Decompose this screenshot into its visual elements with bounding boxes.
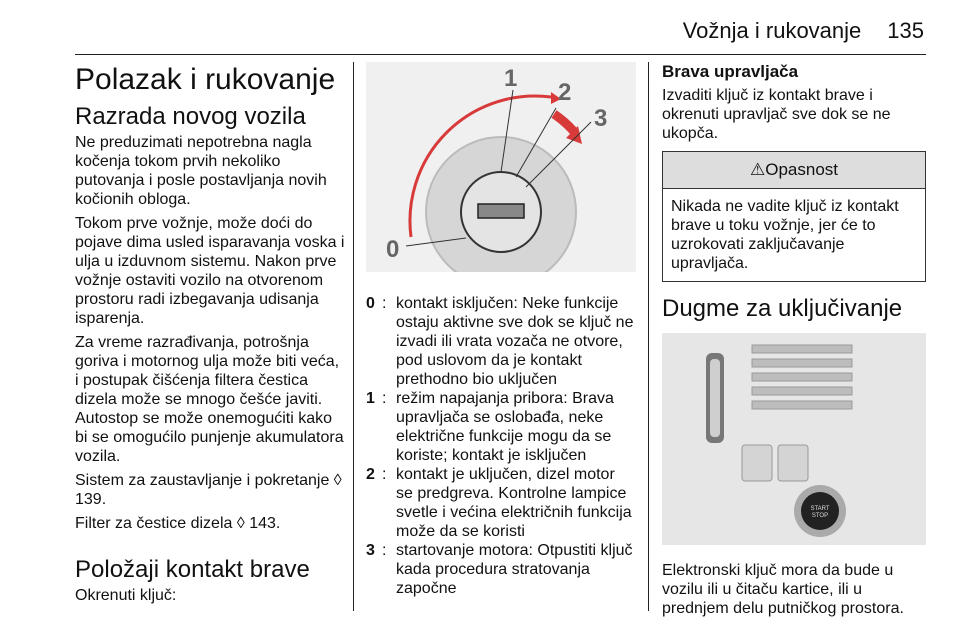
column-divider-2 xyxy=(648,62,649,611)
warning-box xyxy=(662,151,926,282)
section-heading-steering-lock: Brava upravljača xyxy=(662,62,799,81)
paragraph: Izvaditi ključ iz kontakt brave i okrenuti upravljač sve dok se ne ukopča. xyxy=(662,87,891,142)
section-heading-ignition-positions: Položaji kontakt brave xyxy=(75,556,310,583)
page-number: 135 xyxy=(887,18,924,43)
paragraph: Okrenuti ključ: xyxy=(75,587,177,604)
diagram-label-0: 0 xyxy=(386,236,400,263)
cross-reference[interactable]: Filter za čestice dizela ◊ 143. xyxy=(75,515,281,532)
column-3 xyxy=(662,62,926,623)
position-description: kontakt je uključen, dizel motor se predgreva. Kontrolne lampice svetle i većina električnih funkcija može da se koristi xyxy=(396,466,632,540)
paragraph: Ne preduzimati nepotrebna nagla kočenja tokom prvih nekoliko putovanja i posle postavljanja novih kočionih obloga. xyxy=(75,134,327,208)
section-heading-power-button: Dugme za uključivanje xyxy=(662,295,903,322)
paragraph: Za vreme razrađivanja, potrošnja goriva i motornog ulja može biti veća, i postupak čišćenja filtera čestica dizela može se mnogo češće javiti. Autostop se može onemogućiti kako bi se omogućilo punjenje akumulatora vozila. xyxy=(75,334,344,465)
warning-header xyxy=(663,152,925,189)
ignition-diagram xyxy=(366,62,636,272)
position-item: 0 : kontakt isključen: Neke funkcije ostaju aktivne sve dok se ključ ne izvadi ili vrata vozača ne otvore, pod uslovom da je kontakt prethodno bio uključen xyxy=(366,294,636,389)
paragraph: Elektronski ključ mora da bude u vozilu ili u čitaču kartice, ili u prednjem delu putničkog prostora. xyxy=(662,562,904,617)
position-item: 1 : režim napajanja pribora: Brava upravljača se oslobađa, neke električne funkcije mogu da se koriste; kontakt je isključen xyxy=(366,389,636,465)
diagram-label-3: 3 xyxy=(594,105,608,132)
warning-text: Nikada ne vadite ključ iz kontakt brave u toku vožnje, jer će to uzrokovati zaključavanje upravljača. xyxy=(671,198,899,272)
cross-reference[interactable]: Sistem za zaustavljanje i pokretanje ◊ 139. xyxy=(75,472,342,508)
diagram-label-1: 1 xyxy=(504,65,518,92)
position-list xyxy=(366,294,636,598)
header-title: Vožnja i rukovanje xyxy=(682,18,862,43)
column-divider-1 xyxy=(353,62,354,611)
chapter-title: Polazak i rukovanje xyxy=(75,63,336,96)
ignition-lock-illustration xyxy=(366,62,636,272)
position-number: 1 xyxy=(366,390,375,407)
position-item: 3 : startovanje motora: Otpustiti ključ kada procedura stratovanja započne xyxy=(366,541,636,598)
position-description: kontakt isključen: Neke funkcije ostaju aktivne sve dok se ključ ne izvadi ili vrata vozača ne otvore, pod uslovom da je kontakt prethodno bio uključen xyxy=(396,295,634,388)
power-button-photo xyxy=(662,333,926,545)
position-number: 3 xyxy=(366,542,375,559)
start-stop-label-line2: STOP xyxy=(811,513,829,519)
diagram-label-2: 2 xyxy=(558,79,572,106)
position-description: režim napajanja pribora: Brava upravljača se oslobađa, neke električne funkcije mogu da se koriste; kontakt je isključen xyxy=(396,390,614,464)
section-heading-break-in: Razrada novog vozila xyxy=(75,103,306,130)
column-2 xyxy=(366,62,636,598)
start-stop-label-line1: START xyxy=(810,506,830,512)
position-description: startovanje motora: Otpustiti ključ kada procedura stratovanja započne xyxy=(396,542,633,597)
paragraph: Tokom prve vožnje, može doći do pojave dima usled isparavanja voska i ulja u izduvnom sistemu. Nakon prve vožnje ostaviti vozilo na otvorenom prostoru radi izbegavanja udisanja isparenja. xyxy=(75,215,345,327)
header-rule xyxy=(75,54,926,55)
position-number: 2 xyxy=(366,466,375,483)
position-item: 2 : kontakt je uključen, dizel motor se predgreva. Kontrolne lampice svetle i većina električnih funkcija može da se koristi xyxy=(366,465,636,541)
column-1 xyxy=(75,62,347,610)
warning-triangle-icon: ⚠ xyxy=(749,160,766,179)
warning-title: Opasnost xyxy=(765,160,838,179)
position-number: 0 xyxy=(366,295,375,312)
page-header xyxy=(683,18,924,44)
dashboard-illustration xyxy=(662,333,926,545)
